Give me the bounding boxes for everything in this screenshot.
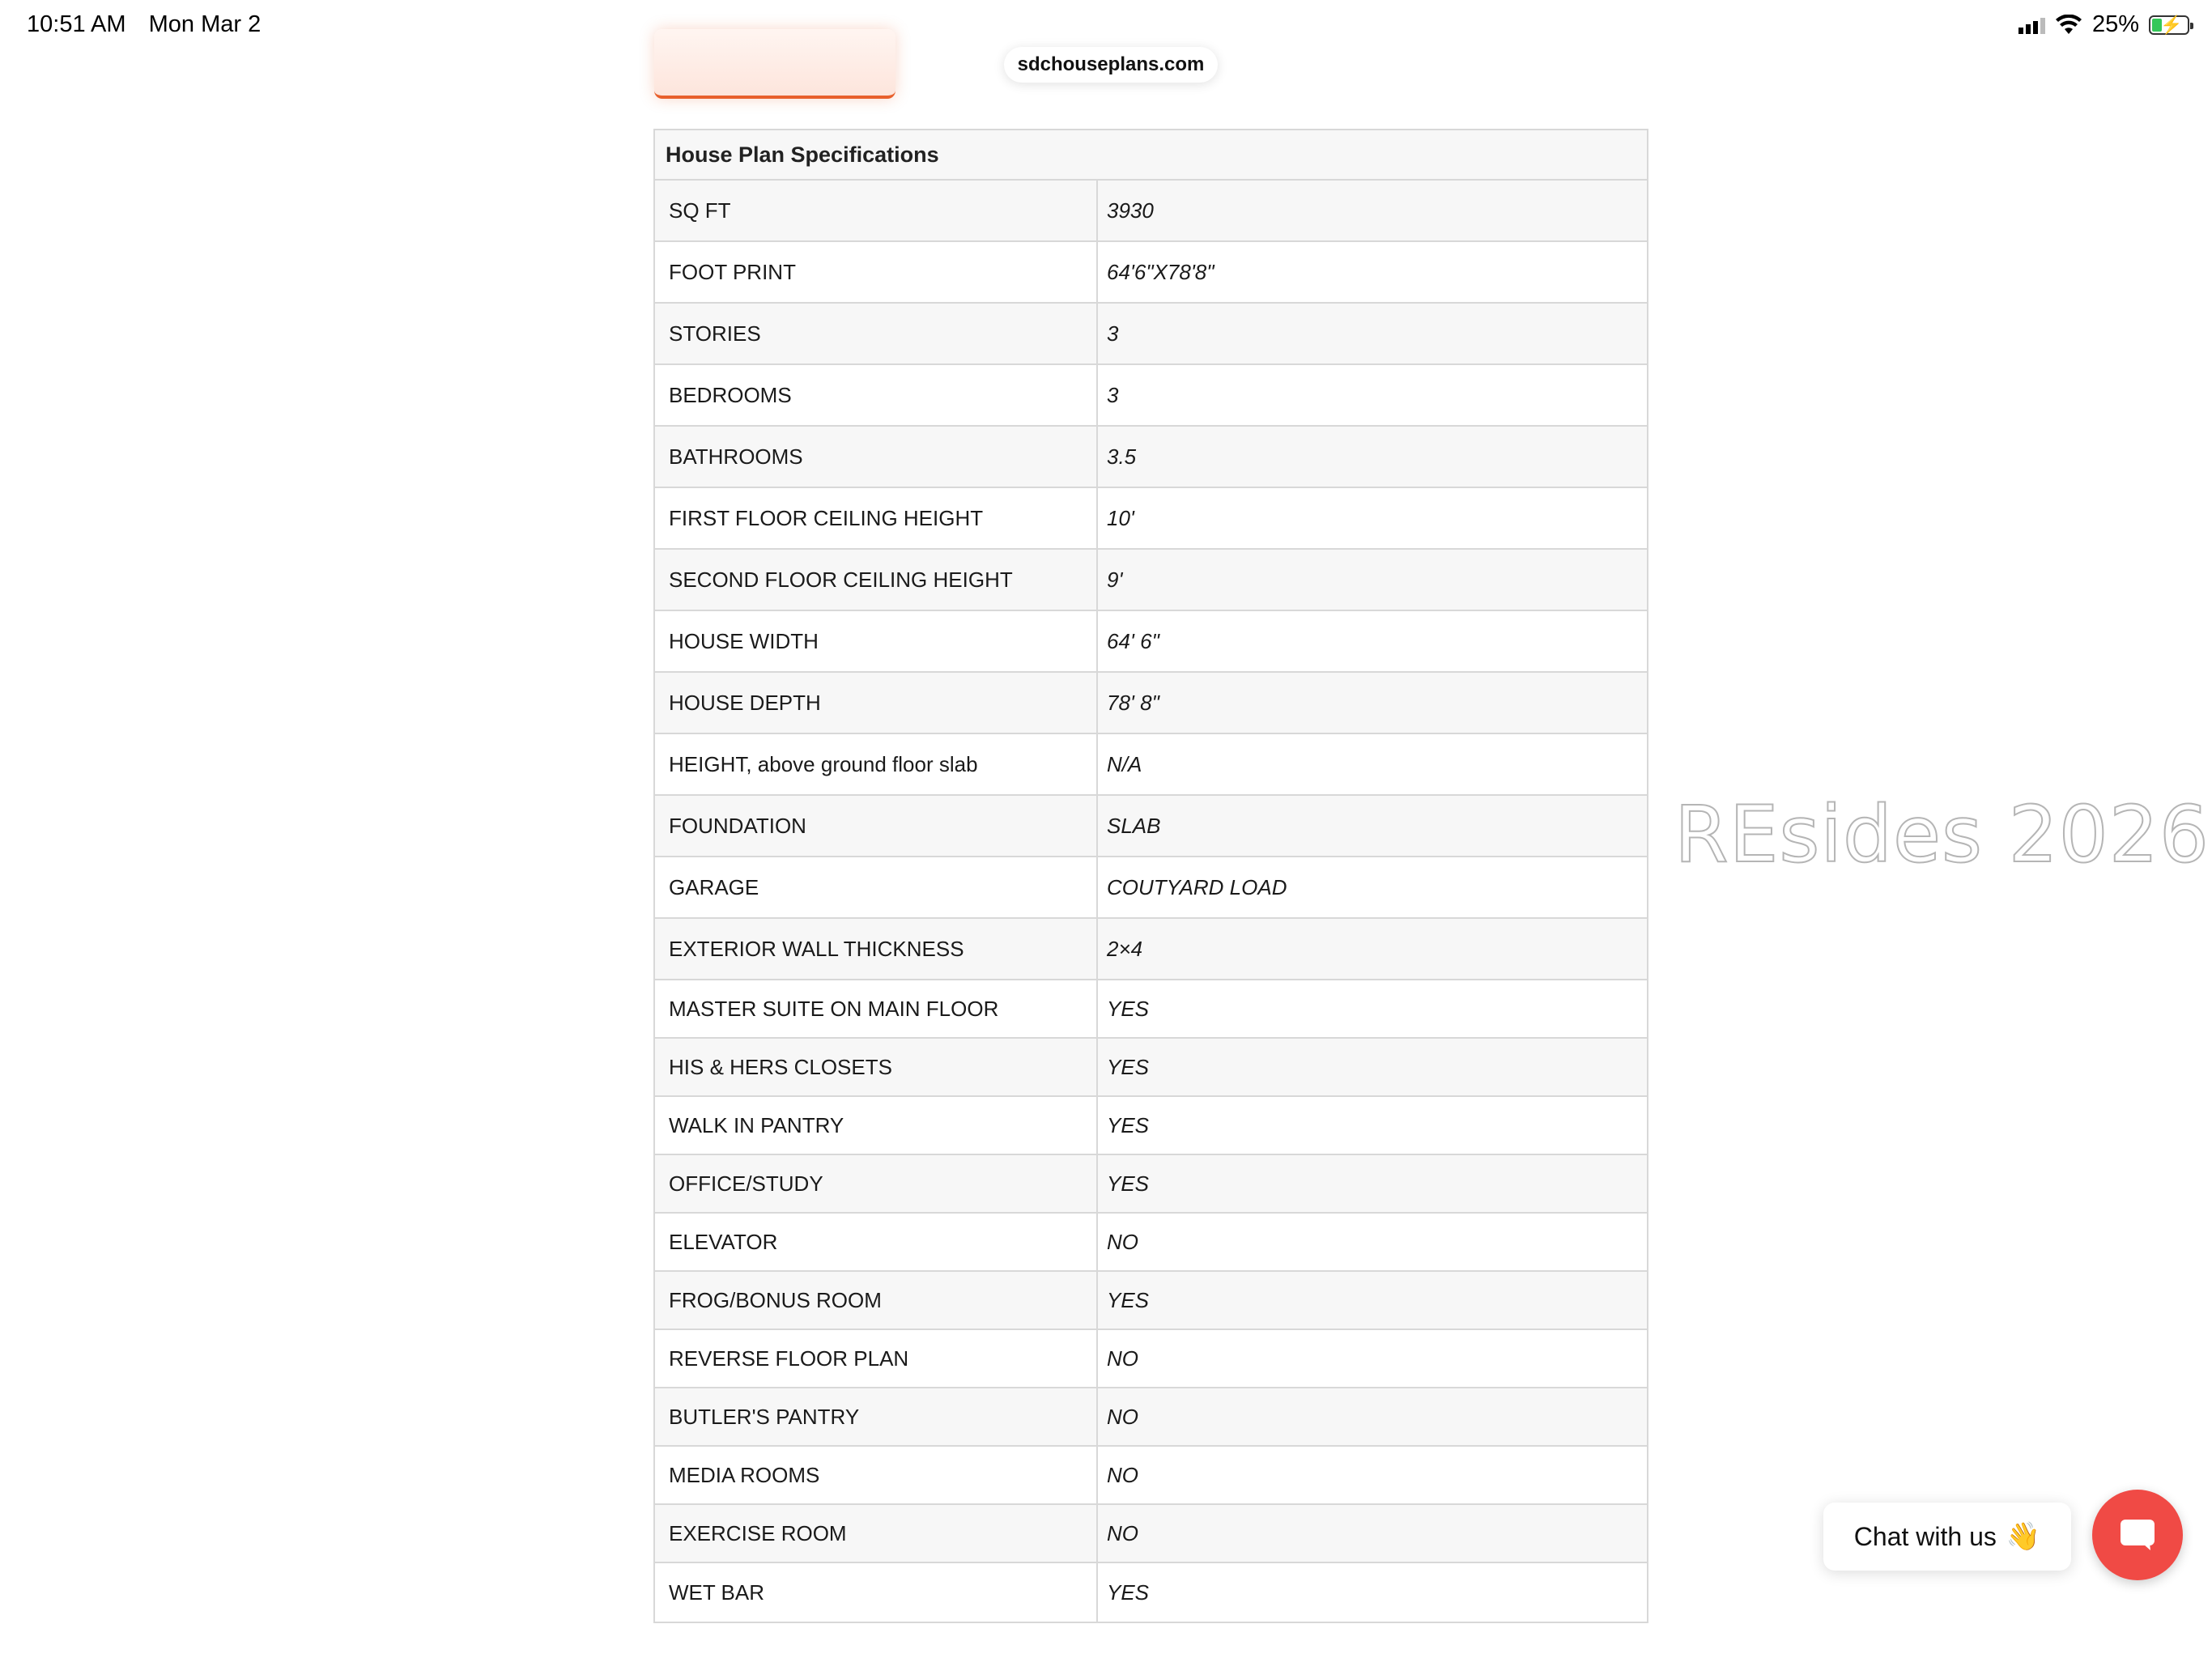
- wifi-icon: [2055, 15, 2082, 36]
- spec-label: HOUSE DEPTH: [655, 673, 1098, 733]
- table-row: [655, 550, 1647, 611]
- spec-label: HIS & HERS CLOSETS: [655, 1039, 1098, 1095]
- status-bar-right: [2018, 11, 2189, 38]
- house-plan-specifications-table: [653, 129, 1648, 1623]
- table-row: [655, 611, 1647, 673]
- table-row: [655, 1330, 1647, 1388]
- status-date: Mon Mar 2: [148, 11, 262, 37]
- chat-with-us-label[interactable]: [1823, 1503, 2071, 1571]
- spec-label: FOOT PRINT: [655, 242, 1098, 302]
- spec-value: NO: [1107, 1346, 1138, 1371]
- orange-action-button[interactable]: [654, 29, 895, 99]
- spec-value: COUTYARD LOAD: [1107, 874, 1287, 899]
- url-pill[interactable]: sdchouseplans.com: [1004, 47, 1218, 83]
- charging-bolt-icon: ⚡: [2160, 14, 2183, 35]
- spec-value: 3.5: [1107, 444, 1137, 469]
- spec-value: YES: [1107, 1054, 1150, 1079]
- spec-label: FOUNDATION: [655, 796, 1098, 856]
- open-chat-button[interactable]: [2092, 1490, 2183, 1580]
- spec-label: MASTER SUITE ON MAIN FLOOR: [655, 980, 1098, 1037]
- spec-label: REVERSE FLOOR PLAN: [655, 1330, 1098, 1387]
- table-row: [655, 734, 1647, 796]
- spec-value: 3: [1107, 382, 1119, 407]
- spec-value: 78' 8": [1107, 690, 1159, 715]
- spec-value: 9': [1107, 567, 1123, 592]
- battery-percent: 25%: [2091, 11, 2139, 37]
- spec-value: 64'6"X78'8": [1107, 259, 1214, 284]
- table-row: [655, 1155, 1647, 1214]
- spec-label: WALK IN PANTRY: [655, 1097, 1098, 1154]
- battery-icon: [2149, 15, 2189, 35]
- spec-value: 3: [1107, 321, 1119, 346]
- table-row: [655, 1039, 1647, 1097]
- table-row: [655, 1505, 1647, 1563]
- spec-label: EXTERIOR WALL THICKNESS: [655, 919, 1098, 979]
- spec-label: SQ FT: [655, 181, 1098, 240]
- spec-label: SECOND FLOOR CEILING HEIGHT: [655, 550, 1098, 610]
- spec-label: ELEVATOR: [655, 1214, 1098, 1270]
- table-caption: House Plan Specifications: [655, 130, 1647, 181]
- spec-label: GARAGE: [655, 857, 1098, 917]
- spec-value: 3930: [1107, 198, 1154, 223]
- spec-value: NO: [1107, 1229, 1138, 1254]
- table-row: [655, 304, 1647, 365]
- spec-value: YES: [1107, 1287, 1150, 1312]
- table-row: [655, 919, 1647, 980]
- waving-hand-icon: 👋: [2006, 1521, 2041, 1552]
- spec-value: NO: [1107, 1520, 1138, 1545]
- spec-label: FIRST FLOOR CEILING HEIGHT: [655, 488, 1098, 548]
- spec-value: SLAB: [1107, 813, 1161, 838]
- watermark-text: REsides 2026: [1674, 789, 2210, 880]
- chat-label-text: Chat with us: [1853, 1521, 1997, 1551]
- spec-value: YES: [1107, 1112, 1150, 1137]
- spec-label: WET BAR: [655, 1563, 1098, 1622]
- status-time: 10:51 AM: [27, 11, 126, 37]
- table-row: [655, 1563, 1647, 1622]
- spec-label: OFFICE/STUDY: [655, 1155, 1098, 1212]
- table-row: [655, 980, 1647, 1039]
- spec-label: HOUSE WIDTH: [655, 611, 1098, 671]
- table-row: [655, 1447, 1647, 1505]
- chat-bubble-icon: [2120, 1519, 2155, 1551]
- table-row: [655, 1388, 1647, 1447]
- table-row: [655, 796, 1647, 857]
- spec-value: NO: [1107, 1462, 1138, 1487]
- spec-value: 10': [1107, 505, 1134, 530]
- spec-value: YES: [1107, 1579, 1150, 1605]
- table-row: [655, 242, 1647, 304]
- spec-value: N/A: [1107, 751, 1142, 776]
- table-row: [655, 181, 1647, 242]
- spec-label: HEIGHT, above ground floor slab: [655, 734, 1098, 794]
- table-row: [655, 857, 1647, 919]
- table-row: [655, 427, 1647, 488]
- table-row: [655, 1272, 1647, 1330]
- table-row: [655, 488, 1647, 550]
- table-body: [655, 181, 1647, 1622]
- cellular-signal-icon: [2018, 16, 2045, 34]
- spec-label: BUTLER'S PANTRY: [655, 1388, 1098, 1445]
- spec-label: FROG/BONUS ROOM: [655, 1272, 1098, 1329]
- table-row: [655, 1214, 1647, 1272]
- spec-value: 64' 6": [1107, 628, 1159, 653]
- table-row: [655, 1097, 1647, 1155]
- spec-value: YES: [1107, 996, 1150, 1021]
- spec-label: STORIES: [655, 304, 1098, 363]
- table-row: [655, 673, 1647, 734]
- spec-label: BEDROOMS: [655, 365, 1098, 425]
- spec-label: MEDIA ROOMS: [655, 1447, 1098, 1503]
- table-row: [655, 365, 1647, 427]
- spec-label: BATHROOMS: [655, 427, 1098, 487]
- status-bar-left: [27, 11, 277, 38]
- spec-value: 2×4: [1107, 936, 1143, 961]
- spec-value: YES: [1107, 1171, 1150, 1196]
- spec-label: EXERCISE ROOM: [655, 1505, 1098, 1562]
- spec-value: NO: [1107, 1404, 1138, 1429]
